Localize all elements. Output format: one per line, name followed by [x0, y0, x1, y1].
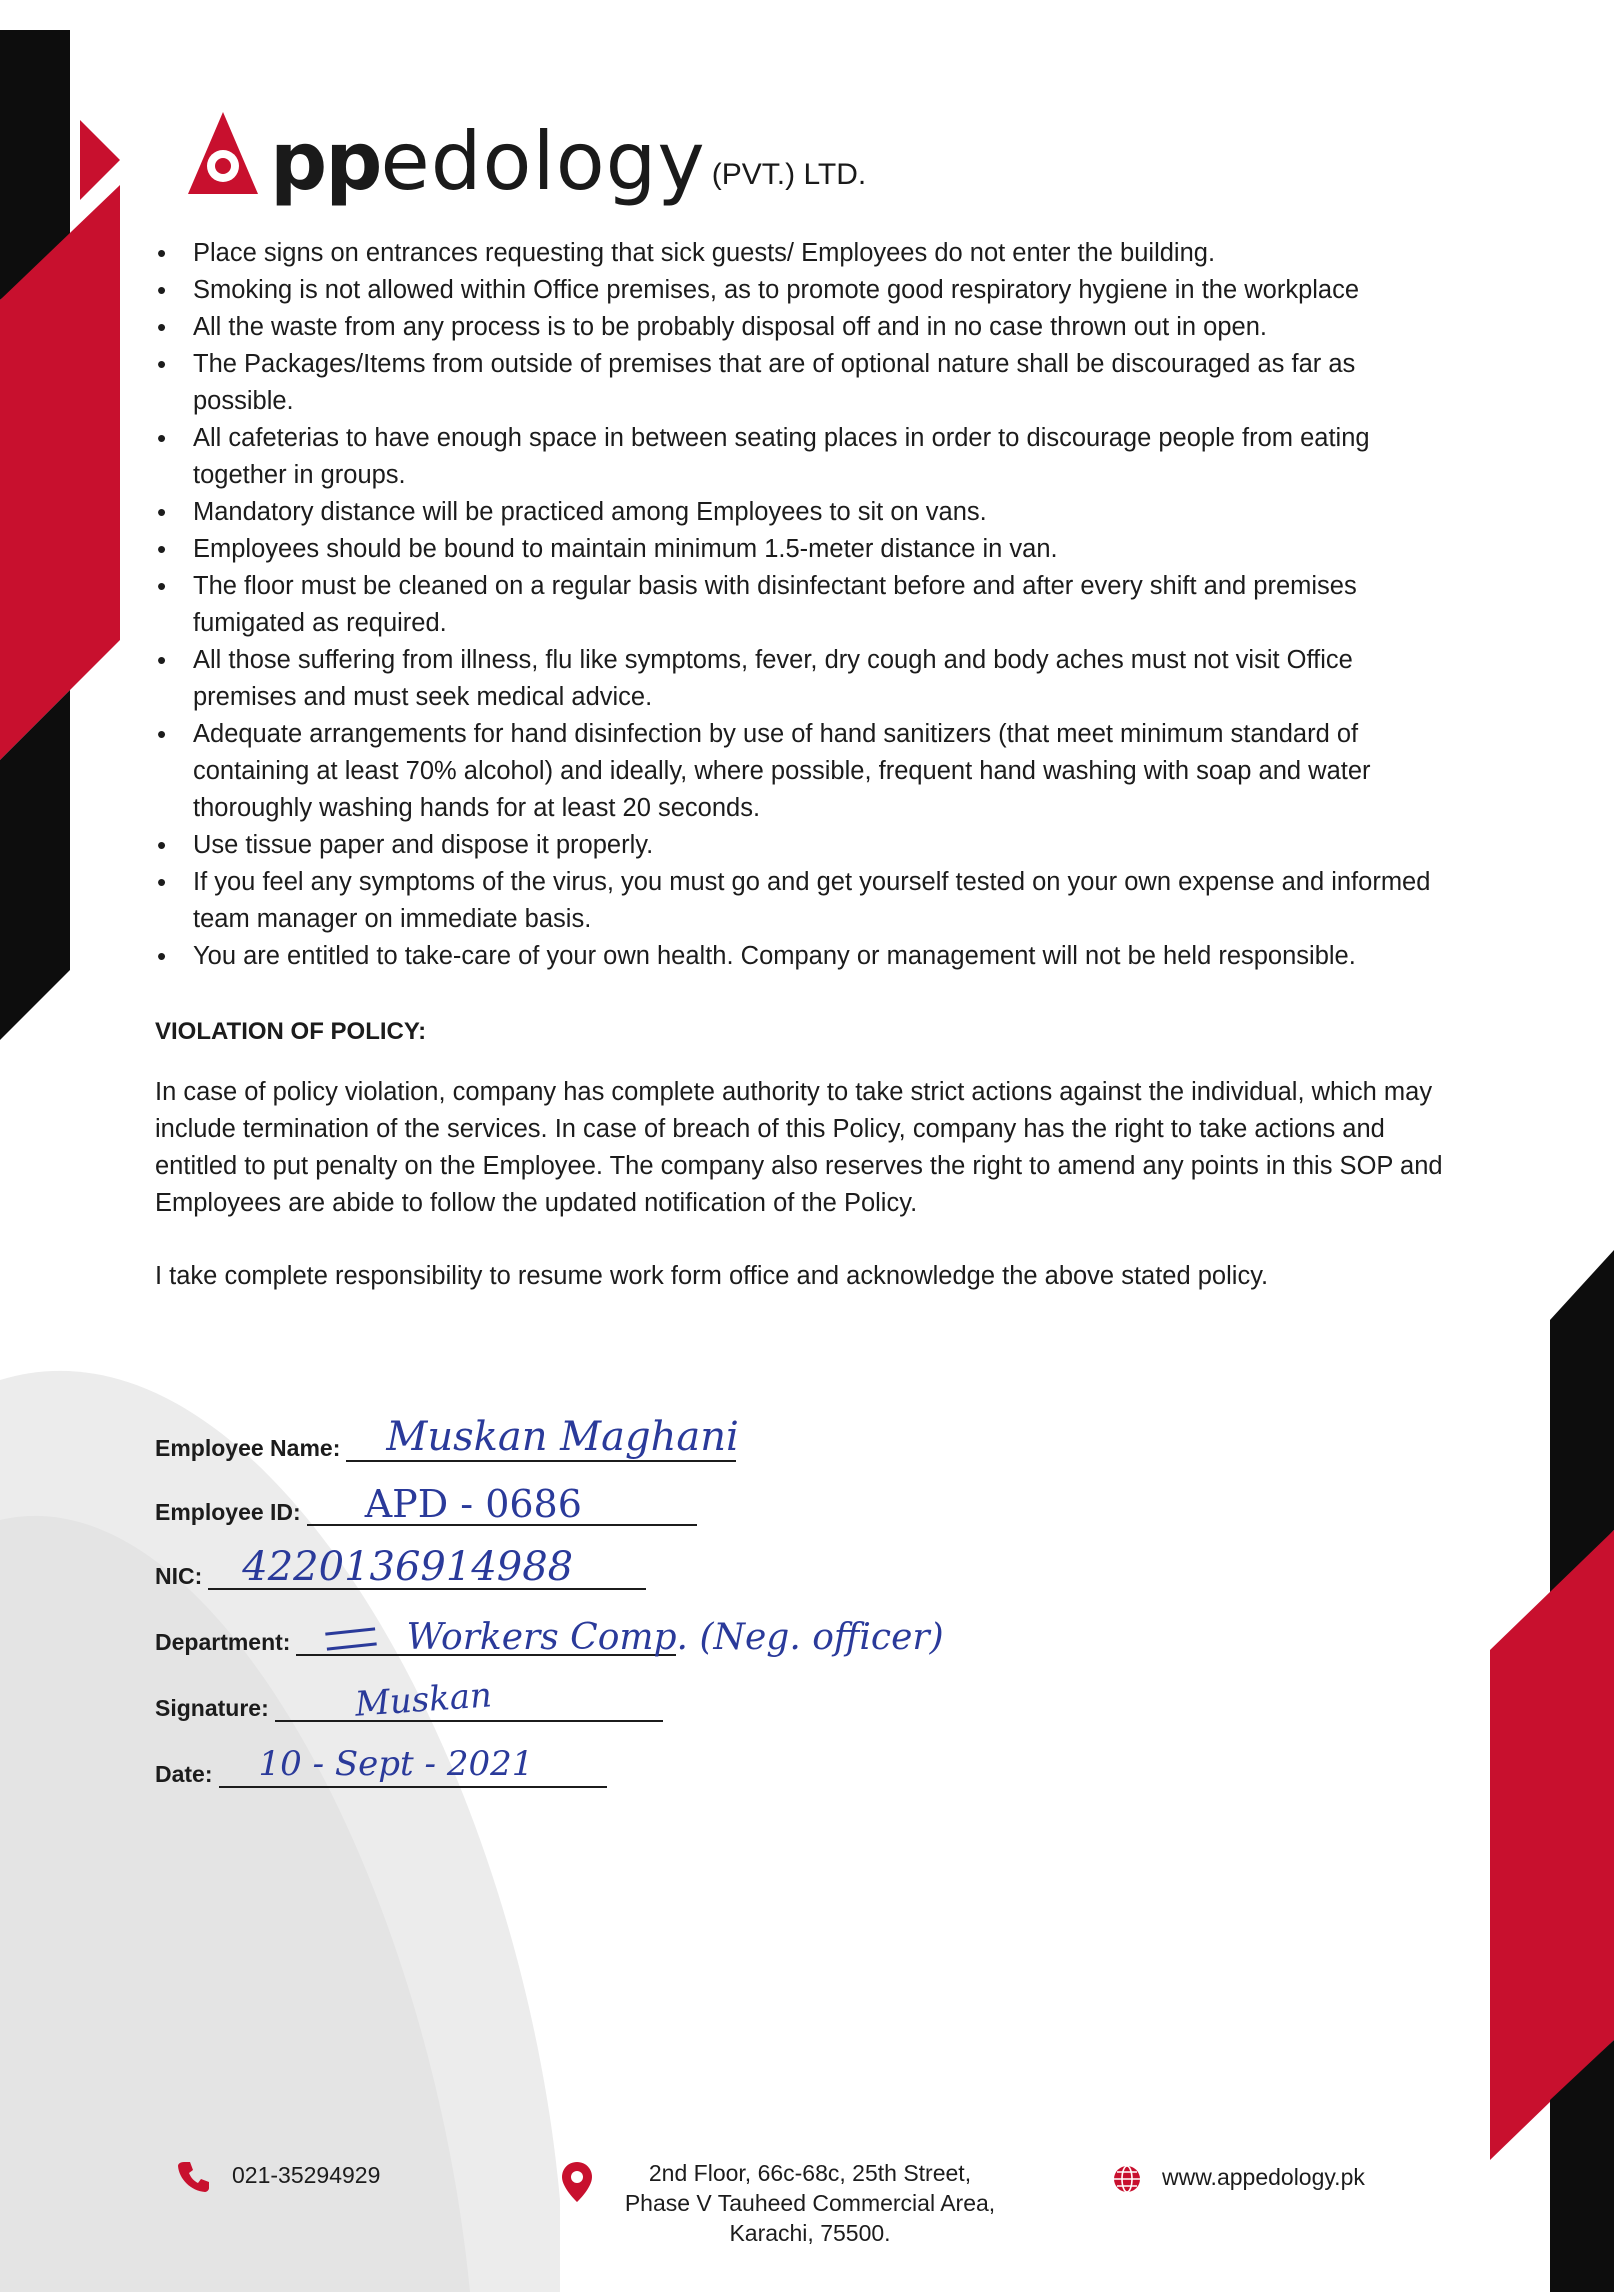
strikethrough-scribble — [326, 1627, 378, 1650]
policy-item: • Mandatory distance will be practiced among Employees to sit on vans. — [193, 494, 1455, 531]
policy-item: • The Packages/Items from outside of premises that are of optional nature shall be discouraged as far as possible. — [193, 346, 1455, 420]
nic-field — [155, 1544, 646, 1590]
policy-item: • If you feel any symptoms of the virus, you must go and get yourself tested on your own expense and informed team manager on immediate basis. — [193, 864, 1455, 938]
employee-name-line — [346, 1414, 739, 1462]
date-label: Date: — [155, 1761, 213, 1787]
policy-item: • Adequate arrangements for hand disinfection by use of hand sanitizers (that meet minimum standard of containing at least 70% alcohol) and ideally, where possible, frequent hand washing with soap and water thoroughly washing hands for at least 20 seconds. — [193, 716, 1455, 827]
phone-icon — [176, 2158, 212, 2194]
footer-website[interactable]: www.appedology.pk — [1162, 2164, 1365, 2190]
footer-address-line3: Karachi, 75500. — [729, 2220, 891, 2246]
violation-text: In case of policy violation, company has complete authority to take strict actions against the individual, which may include termination of the services. In case of breach of this Policy, company has the right to take actions and entitled to put penalty on the Employee. The company also reserves the right to amend any points in this SOP and Employees are abide to follow the updated notification of the Policy. — [155, 1078, 1443, 1217]
left-red-tip — [80, 120, 120, 200]
footer-address — [600, 2158, 1020, 2248]
logo-text-pp: pp — [270, 115, 381, 208]
employee-name-value: Muskan Maghani — [386, 1414, 739, 1460]
policy-item: • Smoking is not allowed within Office premises, as to promote good respiratory hygiene in the workplace — [193, 272, 1455, 309]
policy-list — [155, 235, 1455, 975]
employee-name-label: Employee Name: — [155, 1435, 341, 1461]
policy-item: • All those suffering from illness, flu like symptoms, fever, dry cough and body aches must not visit Office premises and must seek medical advice. — [193, 642, 1455, 716]
policy-item: • Place signs on entrances requesting that sick guests/ Employees do not enter the building. — [193, 235, 1455, 272]
employee-id-line — [307, 1482, 697, 1526]
logo-text-edology: edology — [380, 115, 706, 208]
footer-address-line2: Phase V Tauheed Commercial Area, — [624, 2190, 996, 2216]
nic-line — [208, 1544, 646, 1590]
document-body — [155, 235, 1455, 1295]
company-logo — [180, 92, 867, 208]
department-value: Workers Comp. (Neg. officer) — [406, 1617, 944, 1658]
violation-heading: VIOLATION OF POLICY: — [155, 1018, 427, 1045]
date-line — [219, 1744, 607, 1788]
globe-icon — [1112, 2164, 1142, 2194]
logo-suffix: (PVT.) LTD. — [711, 158, 867, 191]
logo-a-mark-icon — [180, 102, 266, 202]
employee-id-label: Employee ID: — [155, 1499, 301, 1525]
policy-item: • The floor must be cleaned on a regular basis with disinfectant before and after every shift and premises fumigated as required. — [193, 568, 1455, 642]
signature-label: Signature: — [155, 1695, 269, 1721]
policy-item: • You are entitled to take-care of your own health. Company or management will not be held responsible. — [193, 938, 1455, 975]
department-line — [296, 1617, 944, 1658]
footer-phone: 021-35294929 — [232, 2162, 381, 2188]
location-pin-icon — [560, 2160, 594, 2204]
footer-address-line1: 2nd Floor, 66c-68c, 25th Street, — [648, 2160, 972, 2186]
nic-value: 4220136914988 — [242, 1544, 574, 1590]
employee-id-field — [155, 1482, 697, 1526]
employee-name-field — [155, 1414, 739, 1462]
signature-field — [155, 1675, 663, 1725]
policy-item: • All the waste from any process is to be probably disposal off and in no case thrown out in open. — [193, 309, 1455, 346]
date-field — [155, 1744, 607, 1788]
department-label: Department: — [155, 1629, 291, 1655]
policy-item: • All cafeterias to have enough space in between seating places in order to discourage people from eating together in groups. — [193, 420, 1455, 494]
policy-item: • Use tissue paper and dispose it properly. — [193, 827, 1455, 864]
policy-item: • Employees should be bound to maintain minimum 1.5-meter distance in van. — [193, 531, 1455, 568]
date-value: 10 - Sept - 2021 — [258, 1744, 534, 1784]
signature-line — [275, 1675, 663, 1725]
employee-id-value: APD - 0686 — [364, 1482, 582, 1526]
acknowledgement-text: I take complete responsibility to resume work form office and acknowledge the above stated policy. — [155, 1262, 1269, 1290]
nic-label: NIC: — [155, 1563, 203, 1589]
signature-value: Muskan — [353, 1675, 493, 1725]
department-field — [155, 1617, 944, 1658]
